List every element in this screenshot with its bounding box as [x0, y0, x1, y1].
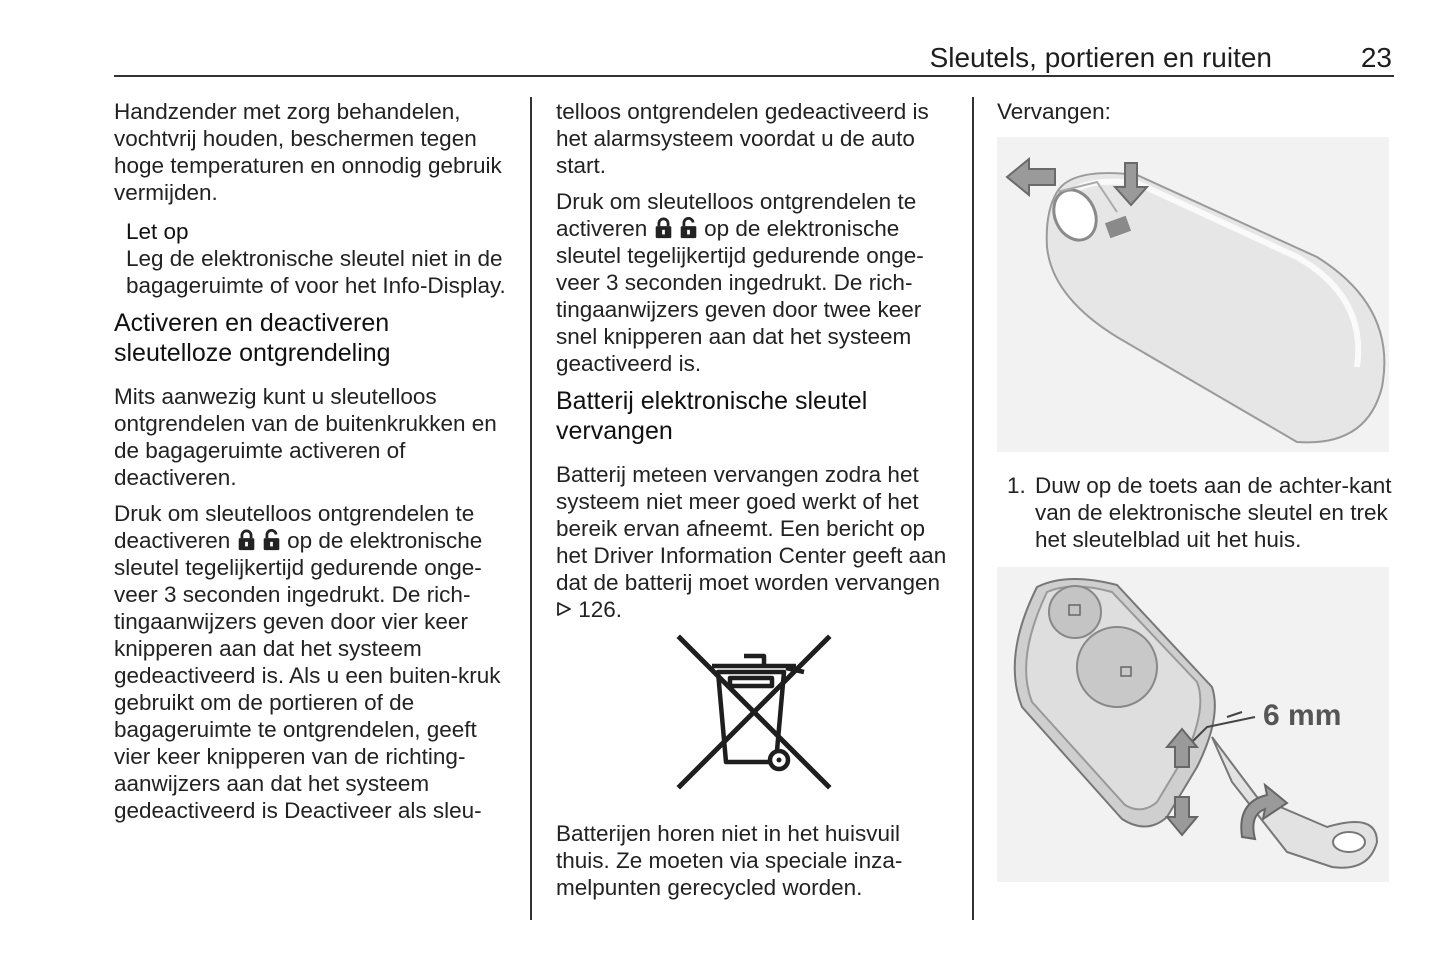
section-title: Sleutels, portieren en ruiten: [929, 42, 1272, 73]
continued-paragraph: telloos ontgrendelen gedeactiveerd is het alarmsysteem voordat u de auto start.: [556, 99, 929, 178]
note-box: [126, 218, 514, 299]
header-rule: [114, 75, 1394, 77]
para-text: op de elektronische sleutel tegelijkertijd gedurende onge-veer 3 seconden ingedrukt. De rich-tingaanwijzers geven door twee keer snel knipperen aan dat het systeem geactiveerd is.: [556, 216, 924, 376]
lock-open-icon: [262, 529, 281, 551]
recycling-paragraph: Batterijen horen niet in het huisvuil thuis. Ze moeten via speciale inza-melpunten gerecycled worden.: [556, 821, 903, 900]
lock-open-icon: [679, 217, 698, 239]
keyless-paragraph-2: [114, 500, 514, 824]
para-text: op de elektronische sleutel tegelijkertijd gedurende onge-veer 3 seconden ingedrukt. De rich-tingaanwijzers geven door vier keer knipperen aan dat het systeem gedeactiveerd is. Als u een buiten-kruk gebruikt om de portieren of de bagageruimte te ontgrendelen, geeft vier keer knipperen van de richting-aanwijzers aan dat het systeem gedeactiveerd is Deactiveer als sleu-: [114, 528, 501, 823]
para-text: Druk om sleutelloos ontgrendelen te deactiveren: [114, 501, 475, 553]
step-text: Duw op de toets aan de achter-kant van de elektronische sleutel en trek het sleutelblad uit het huis.: [1035, 473, 1392, 552]
replace-label: Vervangen:: [997, 99, 1111, 124]
intro-paragraph: Handzender met zorg behandelen, vochtvrij houden, beschermen tegen hoge temperaturen en onnodig gebruik vermijden.: [114, 99, 502, 205]
battery-blade-illustration: [997, 567, 1389, 882]
key-fob-illustration: [997, 137, 1389, 452]
reference-arrow-icon: [556, 601, 572, 617]
note-text: Leg de elektronische sleutel niet in de bagageruimte of voor het Info-Display.: [126, 246, 506, 298]
page-reference: 126.: [578, 597, 623, 622]
keyless-paragraph-1: Mits aanwezig kunt u sleutelloos ontgrendelen van de buitenkrukken en de bagageruimte activeren of deactiveren.: [114, 384, 497, 490]
list-item-step-1: [997, 472, 1392, 553]
column-divider-1: [530, 97, 532, 920]
activate-paragraph: [556, 188, 956, 377]
dimension-label: 6 mm: [1263, 699, 1342, 732]
column-1: [114, 98, 514, 833]
column-2: [556, 98, 956, 910]
para-text: Druk om sleutelloos ontgrendelen te activeren: [556, 189, 917, 241]
para-text: Batterij meteen vervangen zodra het systeem niet meer goed werkt of het bereik ervan afneemt. Een bericht op het Driver Information Center geeft aan dat de batterij moet worden vervangen: [556, 462, 947, 595]
column-3: [997, 98, 1392, 882]
lock-closed-icon: [654, 217, 673, 239]
step-number: 1.: [1007, 473, 1026, 498]
section-heading-keyless: Activeren en deactiveren sleutelloze ontgrendeling: [114, 309, 391, 367]
section-heading-battery: Batterij elektronische sleutel vervangen: [556, 387, 868, 445]
note-heading: Let op: [126, 219, 189, 244]
page-number: 23: [1360, 42, 1392, 73]
lock-closed-icon: [237, 529, 256, 551]
crossed-out-bin-icon: [674, 632, 834, 792]
battery-paragraph: [556, 461, 956, 623]
column-divider-2: [972, 97, 974, 920]
